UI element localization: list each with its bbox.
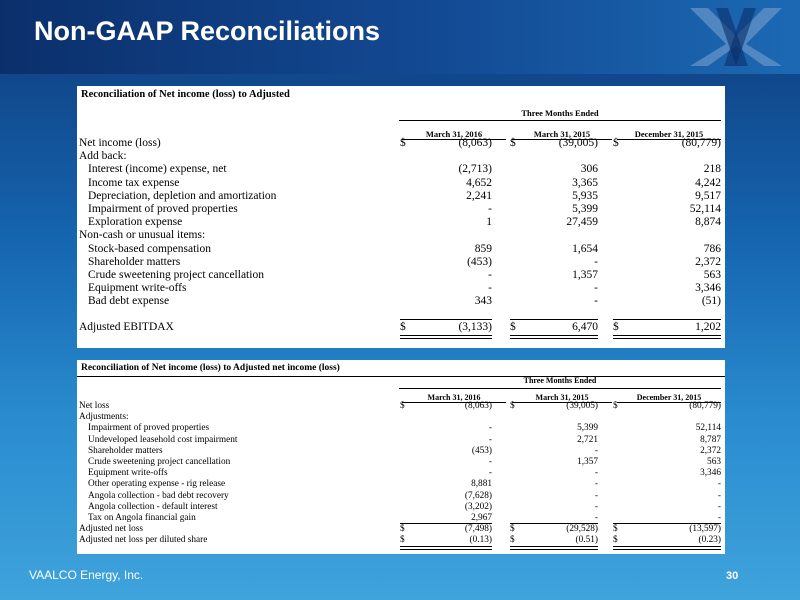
row-label: Depreciation, depletion and amortization [88, 189, 277, 202]
table-row [77, 412, 725, 423]
cell-value: (0.23) [698, 535, 721, 546]
cell-value: 5,399 [572, 203, 598, 215]
cell-value: 218 [703, 163, 721, 176]
cell-value: 2,967 [471, 513, 492, 523]
table-row [77, 423, 725, 434]
cell-value: 2,372 [695, 255, 721, 268]
dollar-sign: $ [510, 535, 515, 546]
table-row [77, 243, 725, 257]
cell-value: 786 [703, 242, 721, 255]
row-label: Impairment of proved properties [88, 203, 238, 215]
table-row [77, 216, 725, 230]
row-label: Impairment of proved properties [88, 423, 210, 434]
slide-title: Non-GAAP Reconciliations [34, 16, 381, 46]
row-label: Stock-based compensation [88, 242, 211, 255]
dollar-sign: $ [613, 137, 619, 149]
cell-value: (3,202) [464, 501, 492, 512]
vaalco-logo [690, 6, 782, 68]
cell-value: 1,357 [577, 457, 598, 467]
cell-value: 2,241 [466, 189, 492, 202]
cell-value: (8,063) [458, 137, 492, 149]
table1-col-mar-2015: March 31, 2015 [512, 129, 612, 140]
table-row [77, 229, 725, 243]
cell-value: - [594, 282, 598, 295]
table-row [77, 177, 725, 191]
table-row [77, 479, 725, 490]
cell-value: 52,114 [695, 423, 721, 434]
table-row [77, 502, 725, 513]
cell-value: - [717, 490, 721, 501]
cell-value: - [488, 457, 492, 467]
cell-value: 1,357 [572, 269, 598, 281]
table-row [77, 491, 725, 502]
table2-period-label: Three Months Ended [523, 376, 597, 385]
cell-value: 5,399 [577, 423, 598, 434]
dollar-sign: $ [510, 321, 516, 333]
dollar-sign: $ [613, 524, 618, 535]
cell-value: (7,628) [464, 490, 492, 501]
row-label: Adjusted net loss per diluted share [79, 535, 208, 546]
table-row [77, 282, 725, 296]
cell-value: 2,721 [577, 434, 598, 445]
table1-title: Reconciliation of Net income (loss) to Adjusted [81, 89, 290, 100]
cell-value: (7,498) [464, 524, 492, 535]
row-label: Undeveloped leasehold cost impairment [88, 434, 238, 445]
cell-value: 306 [580, 163, 598, 176]
cell-value: - [488, 434, 492, 445]
table1-col-dec-2015: December 31, 2015 [617, 129, 721, 140]
cell-value: - [594, 490, 598, 501]
cell-value: (80,779) [681, 137, 721, 149]
cell-value: 52,114 [689, 203, 721, 215]
row-label: Income tax expense [88, 176, 180, 189]
cell-value: (453) [471, 445, 492, 456]
row-label: Adjusted net loss [79, 524, 144, 535]
cell-value: - [717, 479, 721, 490]
table-row [77, 446, 725, 457]
cell-value: 1 [486, 216, 492, 229]
table-row [77, 256, 725, 270]
row-label: Tax on Angola financial gain [88, 513, 196, 523]
cell-value: - [594, 513, 598, 523]
total-row [77, 321, 725, 335]
total-value: 1,202 [695, 321, 721, 333]
cell-value: - [488, 423, 492, 434]
row-label: Crude sweetening project cancellation [88, 269, 264, 281]
reconciliation-ebitdax-table [77, 86, 725, 348]
cell-value: (51) [701, 295, 721, 308]
table-row [77, 468, 725, 479]
row-label: Crude sweetening project cancellation [88, 457, 231, 467]
cell-value: 859 [474, 242, 492, 255]
page-number: 30 [726, 570, 739, 582]
row-label: Exploration expense [88, 216, 183, 229]
dollar-sign: $ [613, 321, 619, 333]
row-label: Non-cash or unusual items: [79, 229, 206, 242]
cell-value: - [594, 501, 598, 512]
table2-col-dec-2015: December 31, 2015 [617, 393, 721, 403]
table2-title: Reconciliation of Net income (loss) to Adjusted net income (loss) [81, 363, 340, 373]
reconciliation-adjusted-net-loss-table [77, 360, 725, 554]
cell-value: (80,779) [689, 401, 721, 411]
cell-value: (13,597) [689, 524, 721, 535]
dollar-sign: $ [400, 137, 406, 149]
dollar-sign: $ [613, 401, 618, 411]
dollar-sign: $ [510, 137, 516, 149]
dollar-sign: $ [400, 401, 405, 411]
cell-value: 8,881 [471, 479, 492, 490]
table2-col-mar-2016: March 31, 2016 [402, 393, 506, 403]
table-row [77, 190, 725, 204]
cell-value: (8,063) [464, 401, 492, 411]
cell-value: 563 [707, 457, 721, 467]
row-label: Add back: [79, 150, 127, 163]
cell-value: (39,005) [566, 401, 598, 411]
cell-value: - [594, 445, 598, 456]
cell-value: 563 [703, 269, 721, 281]
dollar-sign: $ [400, 524, 405, 535]
cell-value: - [488, 203, 492, 215]
table-row [77, 269, 725, 283]
table-row [77, 435, 725, 446]
cell-value: - [488, 282, 492, 295]
table-row [77, 457, 725, 468]
cell-value: 3,346 [700, 468, 721, 479]
cell-value: - [594, 468, 598, 479]
row-label: Adjustments: [79, 412, 129, 423]
row-label: Angola collection - default interest [88, 501, 218, 512]
cell-value: - [717, 513, 721, 523]
row-label: Shareholder matters [88, 255, 181, 268]
table-row [77, 535, 725, 546]
total-label: Adjusted EBITDAX [79, 321, 174, 333]
cell-value: - [488, 269, 492, 281]
table1-col-mar-2016: March 31, 2016 [402, 129, 506, 140]
table-row [77, 401, 725, 412]
row-label: Bad debt expense [88, 295, 170, 308]
cell-value: 343 [474, 295, 492, 308]
table-row [77, 203, 725, 217]
cell-value: - [488, 468, 492, 479]
cell-value: 5,935 [572, 189, 598, 202]
cell-value: (0.13) [469, 535, 492, 546]
row-label: Equipment write-offs [88, 282, 187, 295]
table-row [77, 295, 725, 309]
row-label: Shareholder matters [88, 445, 163, 456]
cell-value: 1,654 [572, 242, 598, 255]
cell-value: 8,787 [700, 434, 721, 445]
cell-value: (0.51) [575, 535, 598, 546]
cell-value: 4,242 [695, 176, 721, 189]
cell-value: (29,528) [566, 524, 598, 535]
cell-value: - [594, 479, 598, 490]
row-label: Net loss [79, 401, 110, 411]
table-row [77, 524, 725, 535]
row-label: Other operating expense - rig release [88, 479, 226, 490]
cell-value: 4,652 [466, 176, 492, 189]
cell-value: (453) [467, 255, 492, 268]
cell-value: - [594, 255, 598, 268]
cell-value: (39,005) [558, 137, 598, 149]
cell-value: - [717, 501, 721, 512]
row-label: Interest (income) expense, net [88, 163, 227, 176]
dollar-sign: $ [400, 535, 405, 546]
table-row [77, 150, 725, 164]
dollar-sign: $ [510, 524, 515, 535]
row-label: Net income (loss) [79, 137, 161, 149]
table1-period-label: Three Months Ended [521, 108, 599, 118]
cell-value: 27,459 [566, 216, 598, 229]
row-label: Equipment write-offs [88, 468, 168, 479]
table-row [77, 163, 725, 177]
cell-value: 8,874 [695, 216, 721, 229]
total-value: 6,470 [572, 321, 598, 333]
table-row [77, 137, 725, 151]
total-value: (3,133) [458, 321, 492, 333]
cell-value: 2,372 [700, 445, 721, 456]
cell-value: 3,346 [695, 282, 721, 295]
cell-value: 9,517 [695, 189, 721, 202]
dollar-sign: $ [510, 401, 515, 411]
cell-value: - [594, 295, 598, 308]
row-label: Angola collection - bad debt recovery [88, 490, 229, 501]
cell-value: (2,713) [458, 163, 492, 176]
cell-value: 3,365 [572, 176, 598, 189]
dollar-sign: $ [613, 535, 618, 546]
footer-company: VAALCO Energy, Inc. [29, 568, 144, 582]
table2-col-mar-2015: March 31, 2015 [512, 393, 612, 403]
dollar-sign: $ [400, 321, 406, 333]
